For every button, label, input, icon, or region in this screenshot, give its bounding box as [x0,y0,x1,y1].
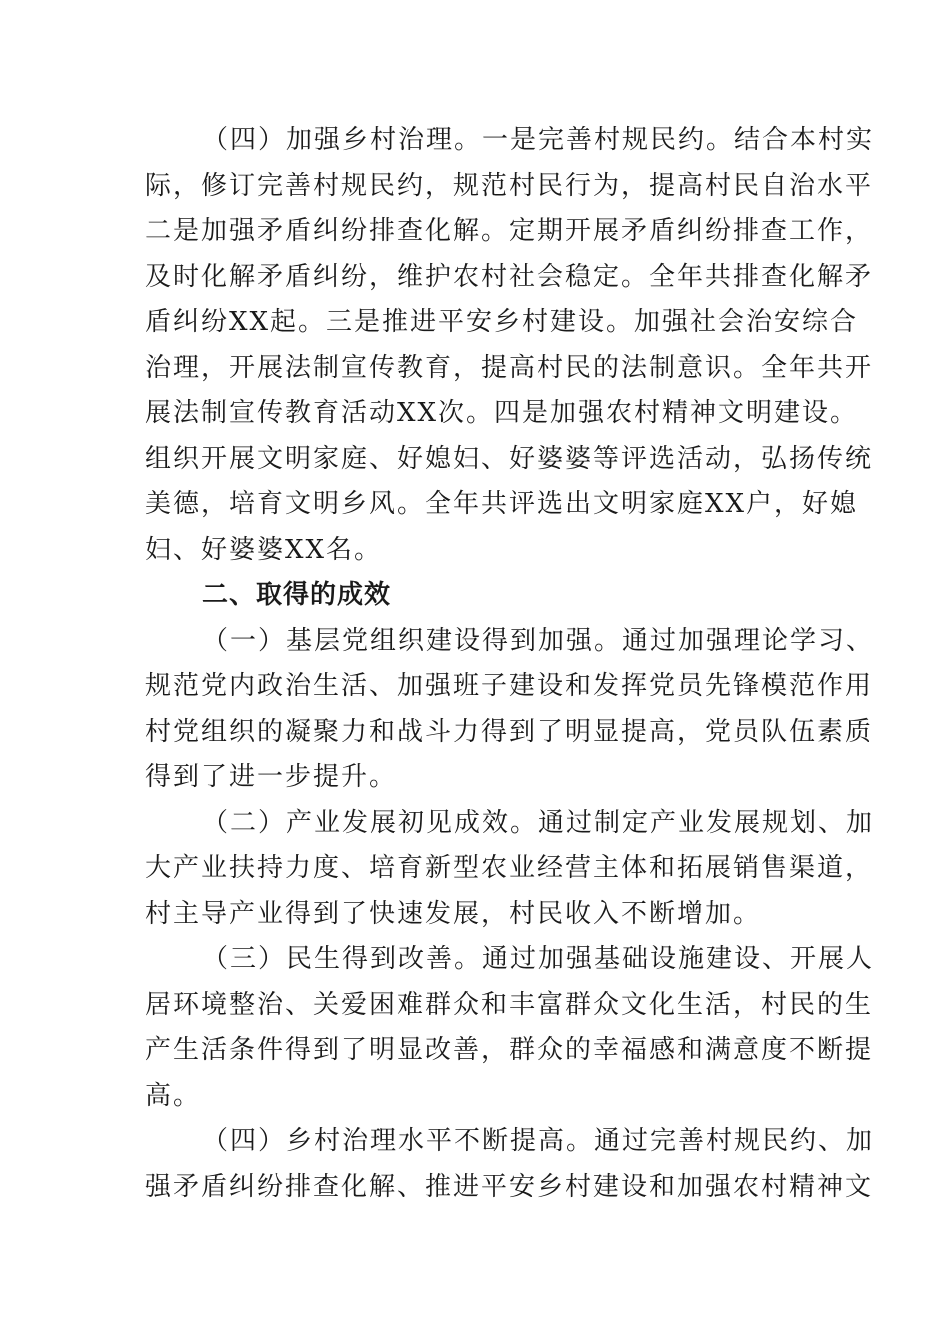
section-heading: 二、取得的成效 [202,580,392,610]
paragraph-line: 及时化解矛盾纠纷，维护农村社会稳定。全年共排查化解矛 [145,261,874,292]
paragraph-line: 规范党内政治生活、加强班子建设和发挥党员先锋模范作用 [145,671,874,701]
paragraph-line: 美德，培育文明乡风。全年共评选出文明家庭XX户，好媳 [145,489,859,519]
paragraph-line: （三）民生得到改善。通过加强基础设施建设、开展人 [202,944,875,974]
paragraph-line: 妇、好婆婆XX名。 [145,534,383,565]
paragraph-line: 盾纠纷XX起。三是推进平安乡村建设。加强社会治安综合 [145,307,859,337]
paragraph-line: （二）产业发展初见成效。通过制定产业发展规划、加 [202,807,875,838]
paragraph-line: （四）乡村治理水平不断提高。通过完善村规民约、加 [202,1126,875,1156]
paragraph-line: 治理，开展法制宣传教育，提高村民的法制意识。全年共开 [145,352,874,383]
paragraph-line: 二是加强矛盾纠纷排查化解。定期开展矛盾纠纷排查工作， [145,216,874,246]
paragraph-line: （四）加强乡村治理。一是完善村规民约。结合本村实 [202,125,875,155]
paragraph-line: 组织开展文明家庭、好媳妇、好婆婆等评选活动，弘扬传统 [145,443,874,474]
paragraph-line: 居环境整治、关爱困难群众和丰富群众文化生活，村民的生 [145,989,874,1020]
paragraph-line: 村党组织的凝聚力和战斗力得到了明显提高，党员队伍素质 [145,716,874,747]
paragraph-line: 产生活条件得到了明显改善，群众的幸福感和满意度不断提 [145,1035,874,1065]
paragraph-line: 强矛盾纠纷排查化解、推进平安乡村建设和加强农村精神文 [145,1171,874,1202]
paragraph-line: 村主导产业得到了快速发展，村民收入不断增加。 [145,898,762,929]
paragraph-line: 际，修订完善村规民约，规范村民行为，提高村民自治水平 [145,170,874,201]
paragraph-line: 得到了进一步提升。 [145,762,398,792]
paragraph-line: 高。 [145,1080,202,1111]
paragraph-line: （一）基层党组织建设得到加强。通过加强理论学习、 [202,625,875,656]
paragraph-line: 展法制宣传教育活动XX次。四是加强农村精神文明建设。 [145,398,859,428]
paragraph-line: 大产业扶持力度、培育新型农业经营主体和拓展销售渠道， [145,853,874,883]
document-body [145,118,875,1210]
